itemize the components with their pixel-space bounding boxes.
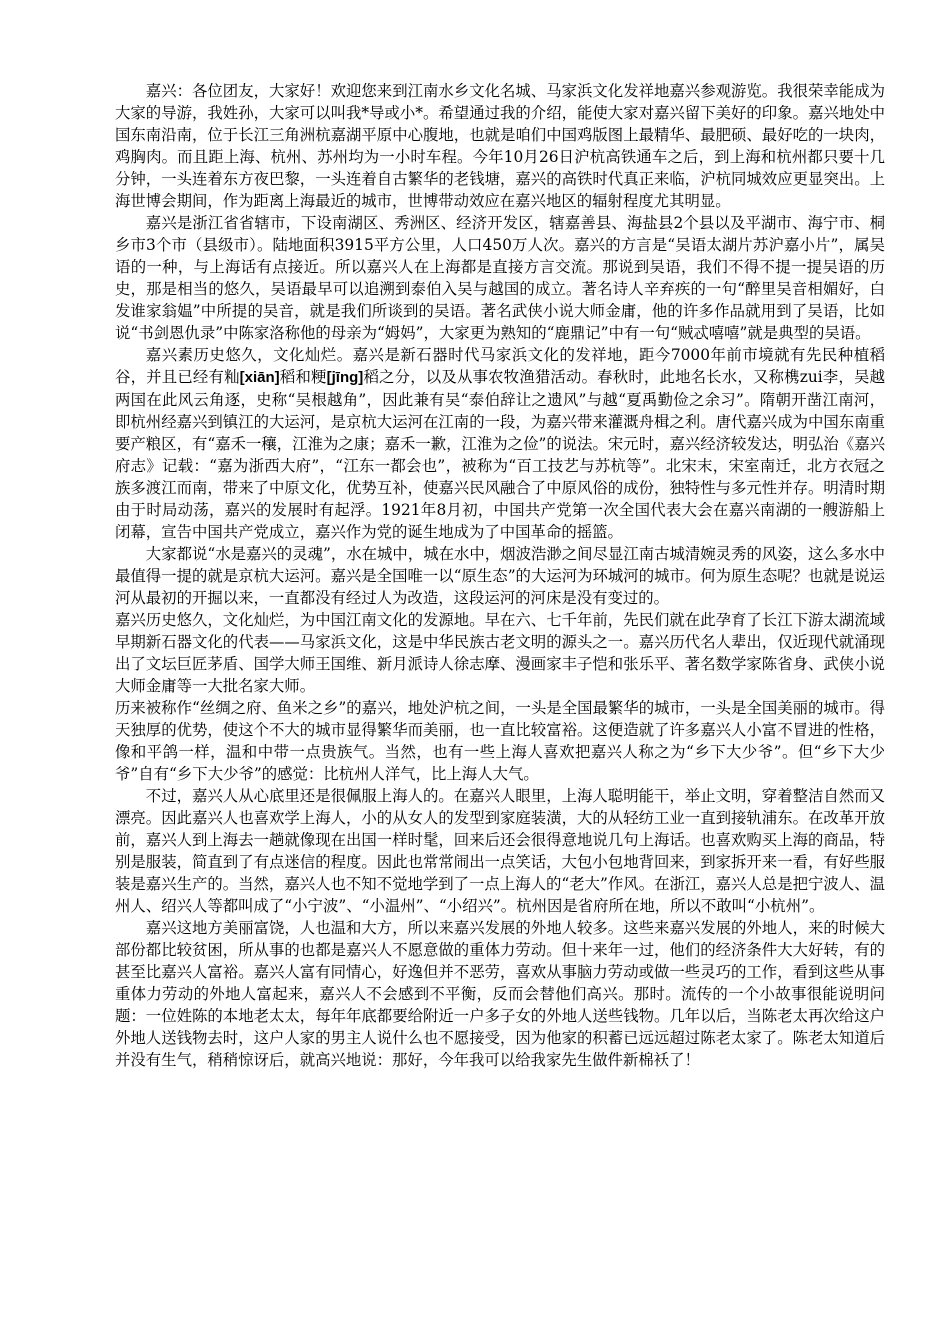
paragraph-administration-dialect: 嘉兴是浙江省省辖市，下设南湖区、秀洲区、经济开发区，辖嘉善县、海盐县2个县以及平湖市、海宁市、桐乡市3个市（县级市）。陆地面积3915平方公里，人口450万人次。嘉兴的方言是“吴语太湖片苏沪嘉小片”，属吴语的一种，与上海话有点接近。所以嘉兴人在上海都是直接方言交流。那说到吴语，我们不得不提一提吴语的历史，那是相当的悠久，吴语最早可以追溯到泰伯入吴与越国的成立。著名诗人辛弃疾的一句“醉里吴音相媚好，白发谁家翁媪”中所提的吴音，就是我们所谈到的吴语。著名武侠小说大师金庸，他的许多作品就用到了吴语，比如说“书剑恩仇录”中陈家洛称他的母亲为“姆妈”，大家更为熟知的“鹿鼎记”中有一句“贼忒嘻嘻”就是典型的吴语。 xyxy=(115,214,885,342)
paragraph-migrants-story: 嘉兴这地方美丽富饶，人也温和大方，所以来嘉兴发展的外地人较多。这些来嘉兴发展的外地人，来的时候大部份都比较贫困，所从事的也都是嘉兴人不愿意做的重体力劳动。但十来年一过，他们的经济条件大大好转，有的甚至比嘉兴人富裕。嘉兴人富有同情心，好逸但并不恶劳，喜欢从事脑力劳动或做一些灵巧的工作，看到这些从事重体力劳动的外地人富起来，嘉兴人不会感到不平衡，反而会替他们高兴。那时。流传的一个小故事很能说明问题：一位姓陈的本地老太太，每年年底都要给附近一户多子女的外地人送些钱物。几年以后，当陈老太再次给这户外地人送钱物去时，这户人家的男主人说什么也不愿接受，因为他家的积蓄已远远超过陈老太家了。陈老太知道后并没有生气，稍稍惊讶后，就高兴地说：那好，今年我可以给我家先生做件新棉袄了！ xyxy=(115,919,885,1069)
paragraph-grand-canal: 大家都说“水是嘉兴的灵魂”，水在城中，城在水中，烟波浩渺之间尽显江南古城清婉灵秀的风姿，这么多水中最值得一提的就是京杭大运河。嘉兴是全国唯一以“原生态”的大运河为环城河的城市。何为原生态呢？也就是说运河从最初的开掘以来，一直都没有经过人为改造，这段运河的河床是没有变过的。 xyxy=(115,545,885,607)
paragraph-shanghai-influence: 不过，嘉兴人从心底里还是很佩服上海人的。在嘉兴人眼里，上海人聪明能干，举止文明，穿着整洁自然而又漂亮。因此嘉兴人也喜欢学上海人，小的从女人的发型到家庭装潢，大的从轻纺工业一直到接轨浦东。在改革开放前，嘉兴人到上海去一趟就像现在出国一样时髦，回来后还会很得意地说几句上海话。也喜欢购买上海的商品，特别是服装，简直到了有点迷信的程度。因此也常常闹出一点笑话，大包小包地背回来，到家拆开来一看，有好些服装是嘉兴生产的。当然，嘉兴人也不知不觉地学到了一点上海人的“老大”作风。在浙江，嘉兴人总是把宁波人、温州人、绍兴人等都叫成了“小宁波”、“小温州”、“小绍兴”。杭州因是省府所在地，所以不敢叫“小杭州”。 xyxy=(115,787,885,915)
history-text-part-1: 嘉兴素历史悠久，文化灿烂。嘉兴是新石器时代马家浜文化的发祥地，距今7000年前市境就有先民种植稻谷，并且已经有籼 xyxy=(115,346,885,386)
pinyin-annotation-xian: [xiān] xyxy=(239,369,280,386)
history-text-part-3: 稻之分，以及从事农牧渔猎活动。春秋时，此地名长水，又称槜zui李，吴越两国在此风云角逐，史称“吴根越角”，因此兼有吴“泰伯辞让之遗风”与越“夏禹勤俭之余习”。隋朝开凿江南河，即杭州经嘉兴到镇江的大运河，是京杭大运河在江南的一段，为嘉兴带来灌溉舟楫之利。唐代嘉兴成为中国东南重要产粮区，有“嘉禾一穰，江淮为之康；嘉禾一歉，江淮为之俭”的说法。宋元时，嘉兴经济较发达，明弘治《嘉兴府志》记载：“嘉为浙西大府”，“江东一都会也”，被称为“百工技艺与苏杭等”。北宋末，宋室南迁，北方衣冠之族多渡江而南，带来了中原文化，优势互补，使嘉兴民风融合了中原风俗的成份，独特性与多元性并存。明清时期由于时局动荡，嘉兴的发展时有起浮。1921年8月初，中国共产党第一次全国代表大会在嘉兴南湖的一艘游船上闭幕，宣告中国共产党成立，嘉兴作为党的诞生地成为了中国革命的摇篮。 xyxy=(115,368,885,541)
paragraph-intro: 嘉兴：各位团友，大家好！欢迎您来到江南水乡文化名城、马家浜文化发祥地嘉兴参观游览。我很荣幸能成为大家的导游，我姓孙，大家可以叫我*导或小*。希望通过我的介绍，能使大家对嘉兴留下美好的印象。嘉兴地处中国东南沿南，位于长江三角洲杭嘉湖平原中心腹地，也就是咱们中国鸡版图上最精华、最肥硕、最好吃的一块肉，鸡胸肉。而且距上海、杭州、苏州均为一小时车程。今年10月26日沪杭高铁通车之后，到上海和杭州都只要十几分钟，一头连着东方夜巴黎，一头连着自古繁华的老钱塘，嘉兴的高铁时代真正来临，沪杭同城效应更显突出。上海世博会期间，作为距离上海最近的城市，世博带动效应在嘉兴地区的辐射程度尤其明显。 xyxy=(115,82,885,210)
history-text-part-2: 稻和粳 xyxy=(279,368,327,386)
paragraph-history xyxy=(115,344,885,543)
document-body xyxy=(115,80,885,1071)
pinyin-annotation-jing: [jīng] xyxy=(326,369,364,386)
paragraph-silk-fish-rice: 历来被称作“丝绸之府、鱼米之乡”的嘉兴，地处沪杭之间，一头是全国最繁华的城市，一头是全国美丽的城市。得天独厚的优势，使这个不大的城市显得繁华而美丽，也一直比较富裕。这便造就了许多嘉兴人小富不冒进的性格，像和平鸽一样，温和中带一点贵族气。当然，也有一些上海人喜欢把嘉兴人称之为“乡下大少爷”。但“乡下大少爷”自有“乡下大少爷”的感觉：比杭州人洋气，比上海人大气。 xyxy=(115,699,885,783)
paragraph-culture-celebrities: 嘉兴历史悠久，文化灿烂，为中国江南文化的发源地。早在六、七千年前，先民们就在此孕育了长江下游太湖流域早期新石器文化的代表——马家浜文化，这是中华民族古老文明的源头之一。嘉兴历代名人辈出，仅近现代就涌现出了文坛巨匠茅盾、国学大师王国维、新月派诗人徐志摩、漫画家丰子恺和张乐平、著名数学家陈省身、武侠小说大师金庸等一大批名家大师。 xyxy=(115,611,885,695)
